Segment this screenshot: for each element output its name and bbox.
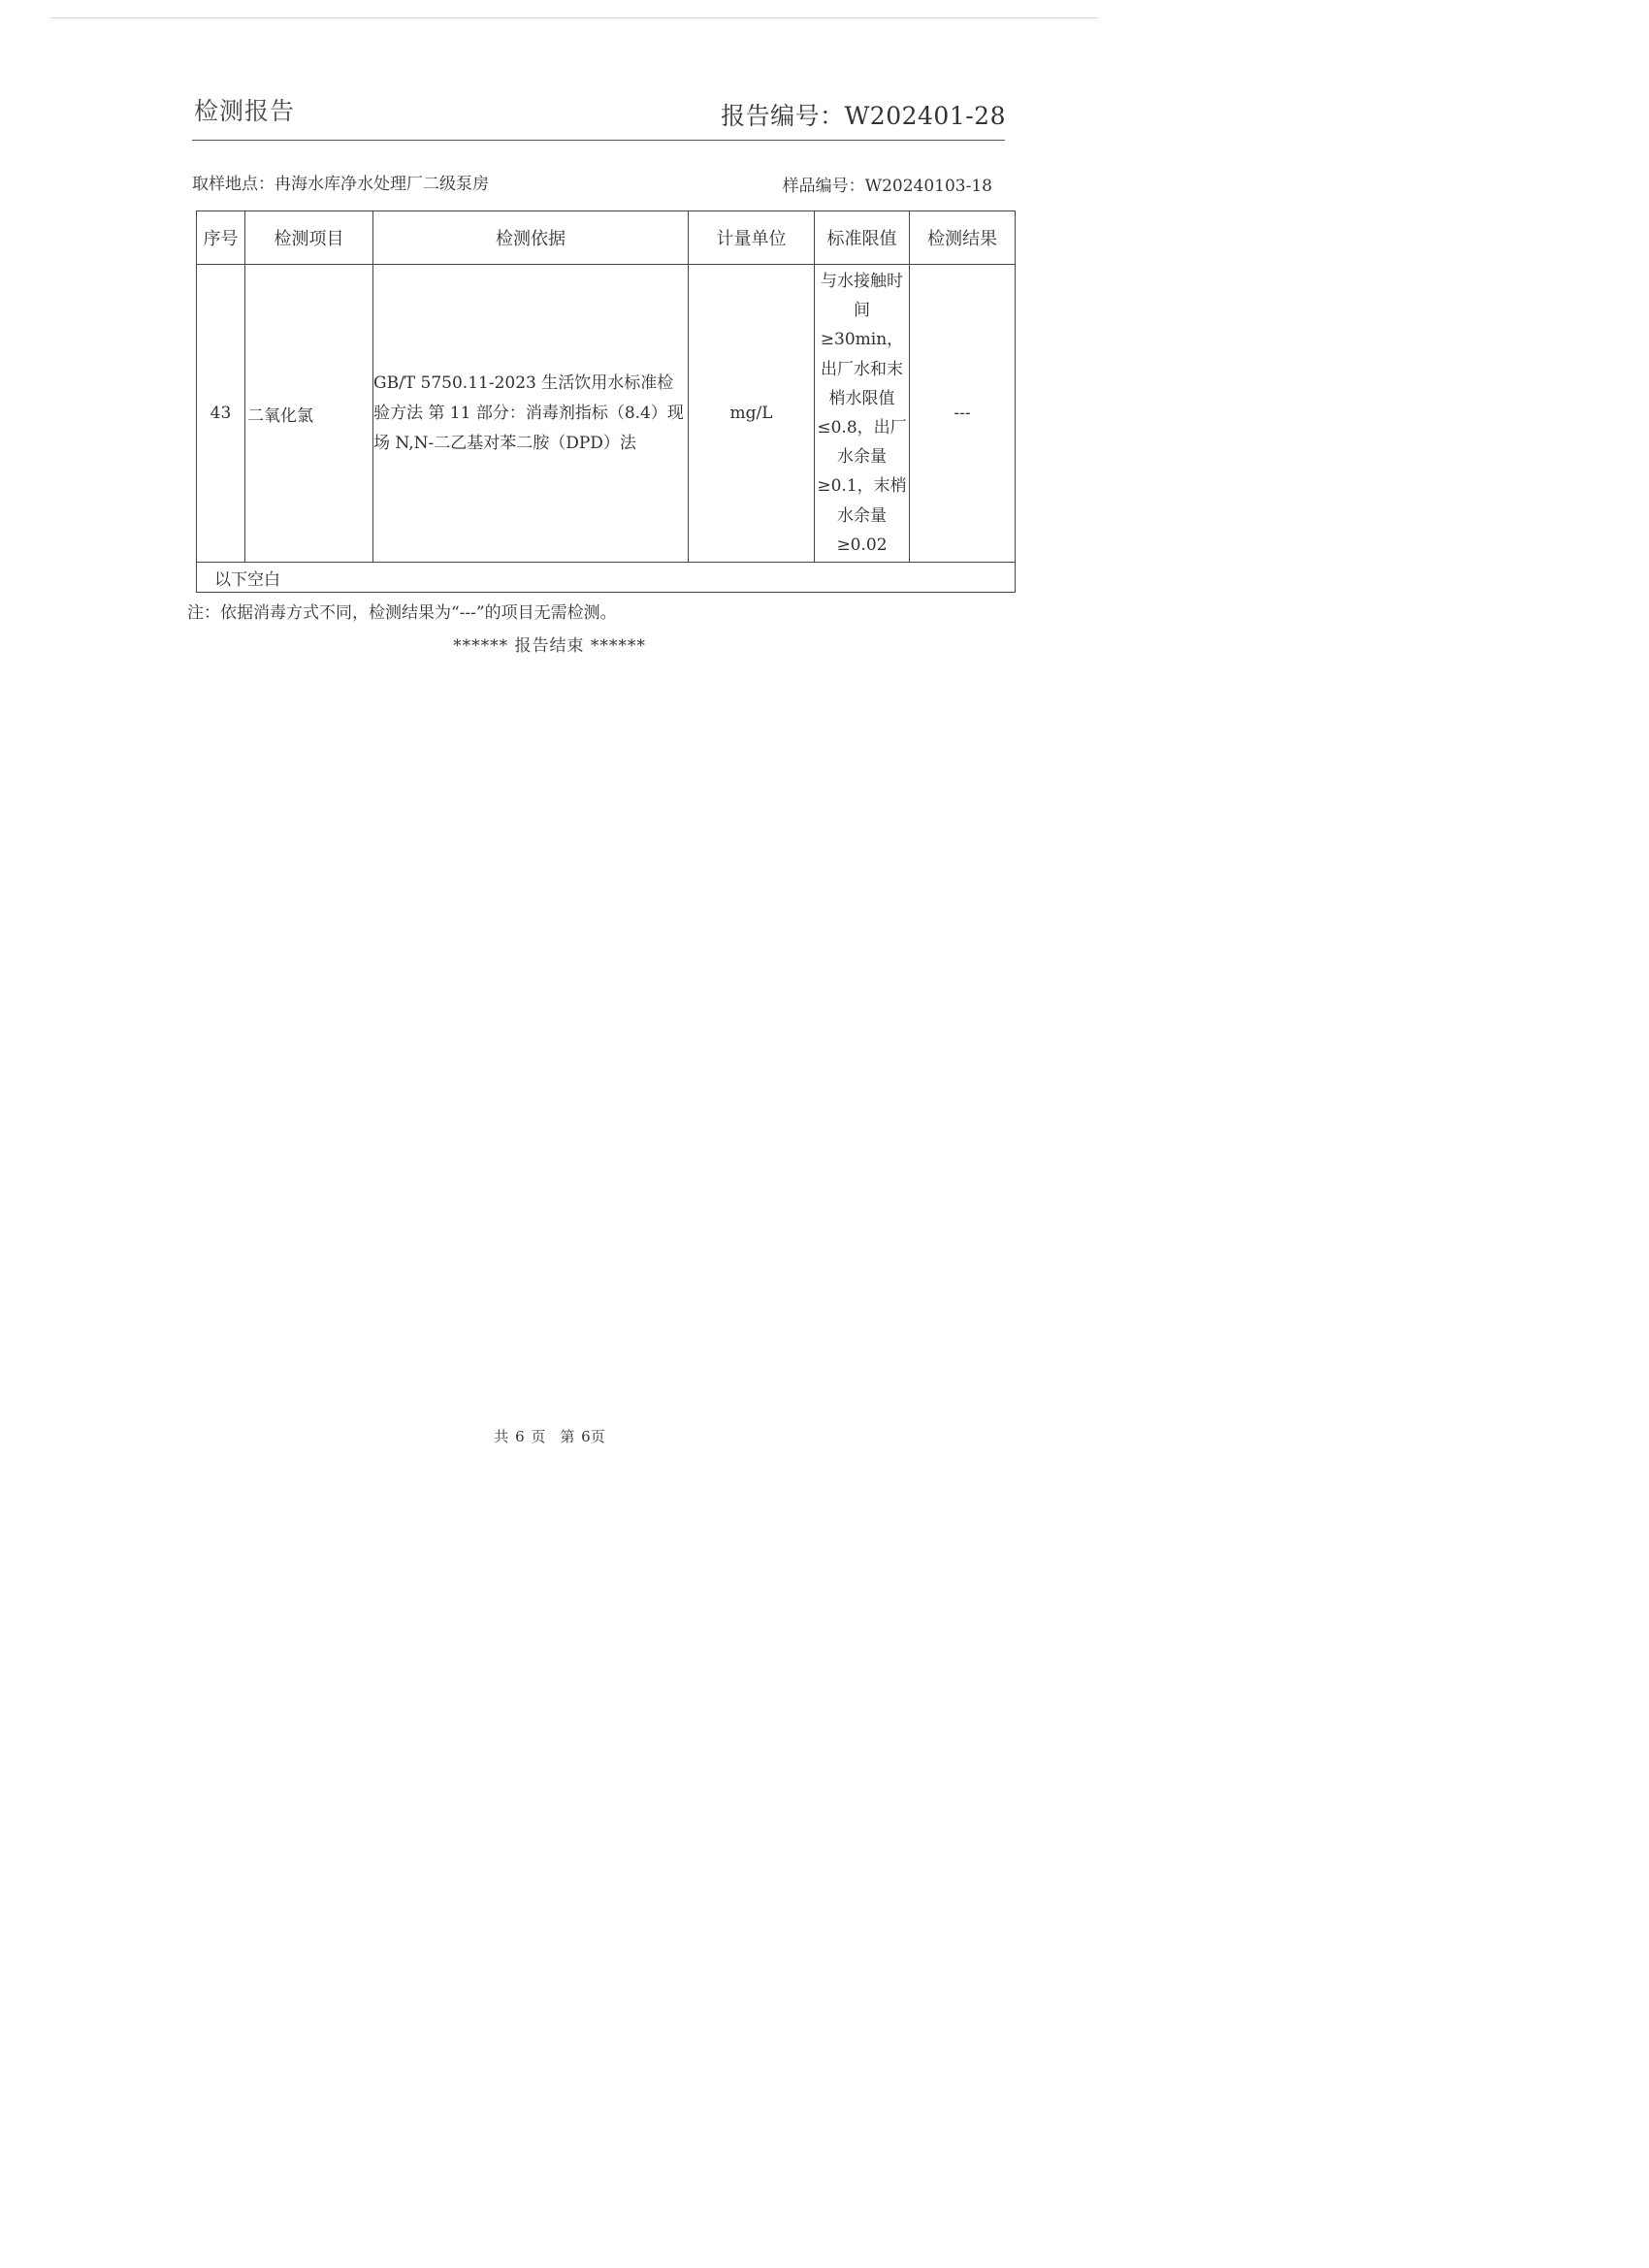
page-number: 共 6 页 第 6页: [494, 1428, 605, 1445]
col-header-no: 序号: [197, 211, 245, 265]
report-title: 检测报告: [194, 97, 296, 125]
results-table: [196, 211, 1016, 593]
col-header-result: 检测结果: [910, 211, 1016, 265]
report-end-mark: ****** 报告结束 ******: [453, 636, 646, 656]
blank-note: 以下空白: [197, 563, 1016, 593]
scan-top-edge: [50, 17, 1098, 18]
header-divider: [192, 140, 1005, 141]
col-header-item: 检测项目: [245, 211, 373, 265]
col-header-limit: 标准限值: [815, 211, 910, 265]
col-header-unit: 计量单位: [689, 211, 815, 265]
cell-item: 二氧化氯: [245, 265, 373, 563]
cell-limit: 与水接触时间≥30min，出厂水和末梢水限值≤0.8，出厂水余量≥0.1，末梢水余量≥0.02: [815, 265, 910, 563]
cell-no: 43: [197, 265, 245, 563]
footnote: 注：依据消毒方式不同，检测结果为“---”的项目无需检测。: [187, 603, 617, 623]
blank-row: [197, 563, 1016, 593]
col-header-basis: 检测依据: [373, 211, 689, 265]
table-header-row: [197, 211, 1016, 265]
cell-result: ---: [910, 265, 1016, 563]
report-number: 报告编号：W202401-28: [721, 102, 1006, 130]
sample-number: 样品编号：W20240103-18: [782, 177, 992, 196]
cell-basis: GB/T 5750.11-2023 生活饮用水标准检验方法 第 11 部分：消毒剂指标（8.4）现场 N,N-二乙基对苯二胺（DPD）法: [373, 265, 689, 563]
table-row: [197, 265, 1016, 563]
cell-unit: mg/L: [689, 265, 815, 563]
sampling-site: 取样地点：冉海水库净水处理厂二级泵房: [192, 175, 489, 194]
